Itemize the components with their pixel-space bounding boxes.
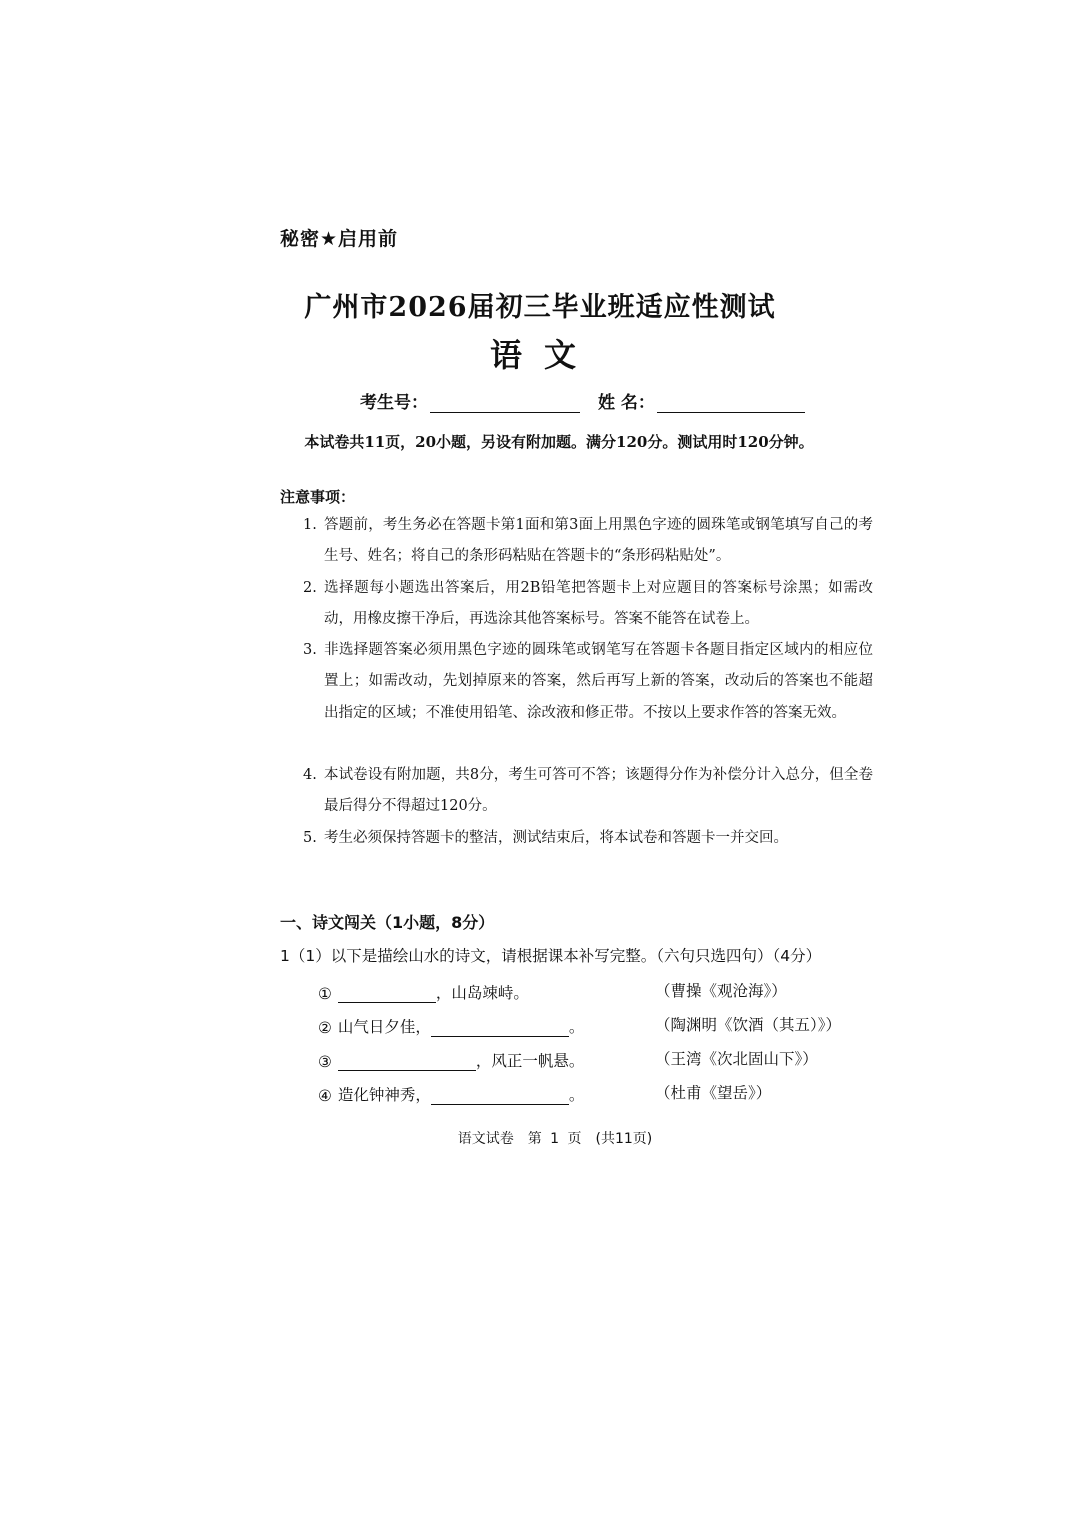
note-item-3 [303, 635, 873, 729]
line-suffix: ，风正一帆悬。 [475, 1052, 585, 1070]
line-suffix: ，山岛竦峙。 [435, 984, 529, 1002]
subject-title: 语文 [489, 336, 598, 374]
poem-line-4 [318, 1075, 584, 1105]
section-heading: 一、诗文闯关（1小题，8分） [280, 913, 495, 932]
note-item-4 [303, 760, 873, 823]
poem-line-3 [318, 1041, 584, 1071]
note-number: 1. [303, 517, 317, 533]
exam-no-field[interactable] [430, 392, 580, 413]
poem-source-3: （王湾《次北固山下》） [655, 1050, 818, 1068]
note-text: 答题前，考生务必在答题卡第1面和第3面上用黑色字迹的圆珠笔或钢笔填写自己的考生号、姓名；将自己的条形码粘贴在答题卡的“条形码粘贴处”。 [324, 517, 873, 565]
question-1-prompt: 1（1）以下是描绘山水的诗文，请根据课本补写完整。（六句只选四句）（4分） [280, 947, 822, 965]
note-text: 非选择题答案必须用黑色字迹的圆珠笔或钢笔写在答题卡各题目指定区域内的相应位置上；如需改动，先划掉原来的答案，然后再写上新的答案，改动后的答案也不能超出指定的区域；不准使用铅笔、涂改液和修正带。不按以上要求作答的答案无效。 [324, 642, 873, 721]
note-number: 3. [303, 642, 317, 658]
answer-blank-3[interactable] [338, 1052, 476, 1071]
answer-blank-2[interactable] [431, 1018, 569, 1037]
note-number: 2. [303, 580, 317, 596]
poem-line-2 [318, 1007, 584, 1037]
line-suffix: 。 [568, 1018, 585, 1036]
poem-source-4: （杜甫《望岳》） [655, 1084, 772, 1102]
line-mark: ③ [318, 1053, 332, 1071]
exam-title: 广州市2026届初三毕业班适应性测试 [304, 292, 776, 323]
name-label: 姓 名： [598, 393, 655, 413]
poem-source-2: （陶渊明《饮酒（其五）》） [655, 1016, 842, 1034]
line-mark: ② [318, 1019, 332, 1037]
note-text: 选择题每小题选出答案后，用2B铅笔把答题卡上对应题目的答案标号涂黑；如需改动，用橡皮擦干净后，再选涂其他答案标号。答案不能答在试卷上。 [324, 580, 873, 628]
answer-blank-4[interactable] [431, 1086, 569, 1105]
notes-heading: 注意事项： [280, 488, 356, 506]
note-item-2 [303, 573, 873, 636]
exam-intro: 本试卷共11页，20小题，另设有附加题。满分120分。测试用时120分钟。 [304, 433, 814, 451]
note-text: 考生必须保持答题卡的整洁，测试结束后，将本试卷和答题卡一并交回。 [324, 830, 788, 846]
poem-source-1: （曹操《观沧海》） [655, 982, 787, 1000]
note-item-5 [303, 823, 873, 854]
line-mark: ④ [318, 1087, 332, 1105]
note-number: 5. [303, 830, 317, 846]
line-suffix: 。 [568, 1086, 585, 1104]
poem-line-1 [318, 973, 529, 1003]
line-prefix: 山气日夕佳， [337, 1018, 431, 1036]
note-text: 本试卷设有附加题，共8分，考生可答可不答；该题得分作为补偿分计入总分，但全卷最后得分不得超过120分。 [324, 767, 873, 815]
note-number: 4. [303, 767, 317, 783]
name-field[interactable] [657, 392, 805, 413]
candidate-info-line [360, 388, 805, 413]
answer-blank-1[interactable] [338, 984, 436, 1003]
line-prefix: 造化钟神秀， [337, 1086, 431, 1104]
exam-no-label: 考生号： [360, 393, 428, 413]
note-item-1 [303, 510, 873, 573]
line-mark: ① [318, 985, 332, 1003]
confidential-mark: 秘密★启用前 [280, 228, 399, 250]
page-footer: 语文试卷 第 1 页 (共11页) [457, 1131, 653, 1147]
